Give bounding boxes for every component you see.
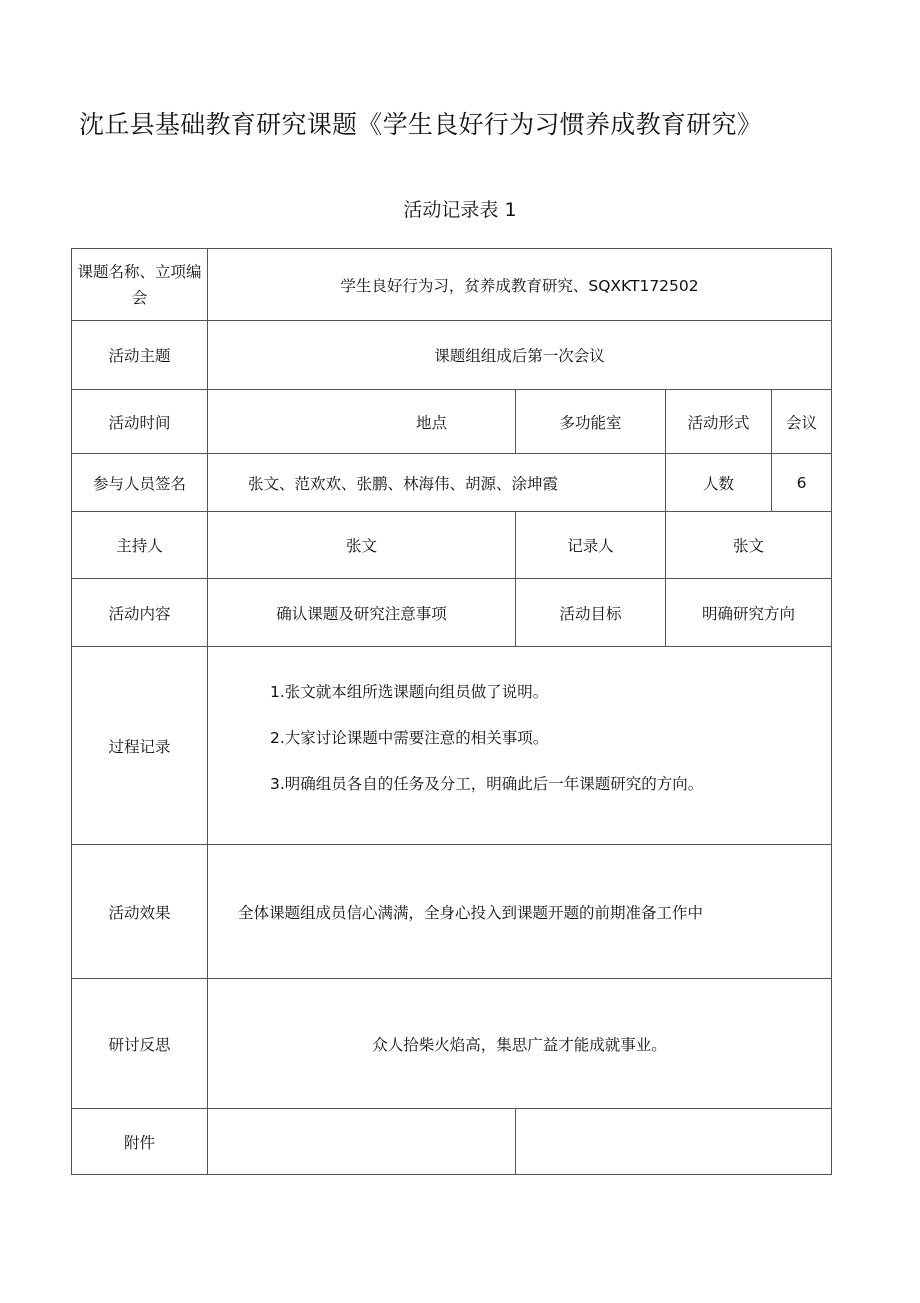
count-label: 人数 [666,454,772,512]
location-label: 地点 [208,390,516,454]
effect-label: 活动效果 [72,845,208,979]
recorder-value: 张文 [666,512,832,579]
table-row [72,321,832,390]
effect-value: 全体课题组成员信心满满，全身心投入到课题开题的前期准备工作中 [208,845,832,979]
participants-value: 张文、范欢欢、张鹏、林海伟、胡源、涂坤霞 [208,454,666,512]
attachment-cell [208,1109,516,1175]
process-label: 过程记录 [72,647,208,845]
content-label: 活动内容 [72,579,208,647]
process-item: 3.明确组员各自的任务及分工，明确此后一年课题研究的方向。 [270,775,704,793]
count-value: 6 [772,454,832,512]
table-row [72,579,832,647]
recorder-label: 记录人 [516,512,666,579]
content-value: 确认课题及研究注意事项 [208,579,516,647]
host-value: 张文 [208,512,516,579]
table-row [72,647,832,845]
table-row [72,1109,832,1175]
process-item: 2.大家讨论课题中需要注意的相关事项。 [270,729,549,747]
goal-label: 活动目标 [516,579,666,647]
form-subtitle: 活动记录表 1 [403,199,517,221]
table-row [72,512,832,579]
process-record [208,647,832,845]
topic-label: 课题名称、立项编会 [72,249,208,321]
theme-label: 活动主题 [72,321,208,390]
attachment-cell [516,1109,832,1175]
activity-record-table [71,248,832,1175]
document-title: 沈丘县基础教育研究课题《学生良好行为习惯养成教育研究》 [79,110,763,139]
host-label: 主持人 [72,512,208,579]
reflection-label: 研讨反思 [72,979,208,1109]
table-row [72,390,832,454]
form-value: 会议 [772,390,832,454]
table-row [72,979,832,1109]
location-value: 多功能室 [516,390,666,454]
goal-value: 明确研究方向 [666,579,832,647]
reflection-value: 众人拾柴火焰高，集思广益才能成就事业。 [208,979,832,1109]
attachment-label: 附件 [72,1109,208,1175]
process-item: 1.张文就本组所选课题向组员做了说明。 [270,683,549,701]
theme-value: 课题组组成后第一次会议 [208,321,832,390]
table-row [72,845,832,979]
participants-label: 参与人员签名 [72,454,208,512]
form-label: 活动形式 [666,390,772,454]
topic-value: 学生良好行为习，贫养成教育研究、SQXKT172502 [208,249,832,321]
table-row [72,249,832,321]
time-label: 活动时间 [72,390,208,454]
table-row [72,454,832,512]
